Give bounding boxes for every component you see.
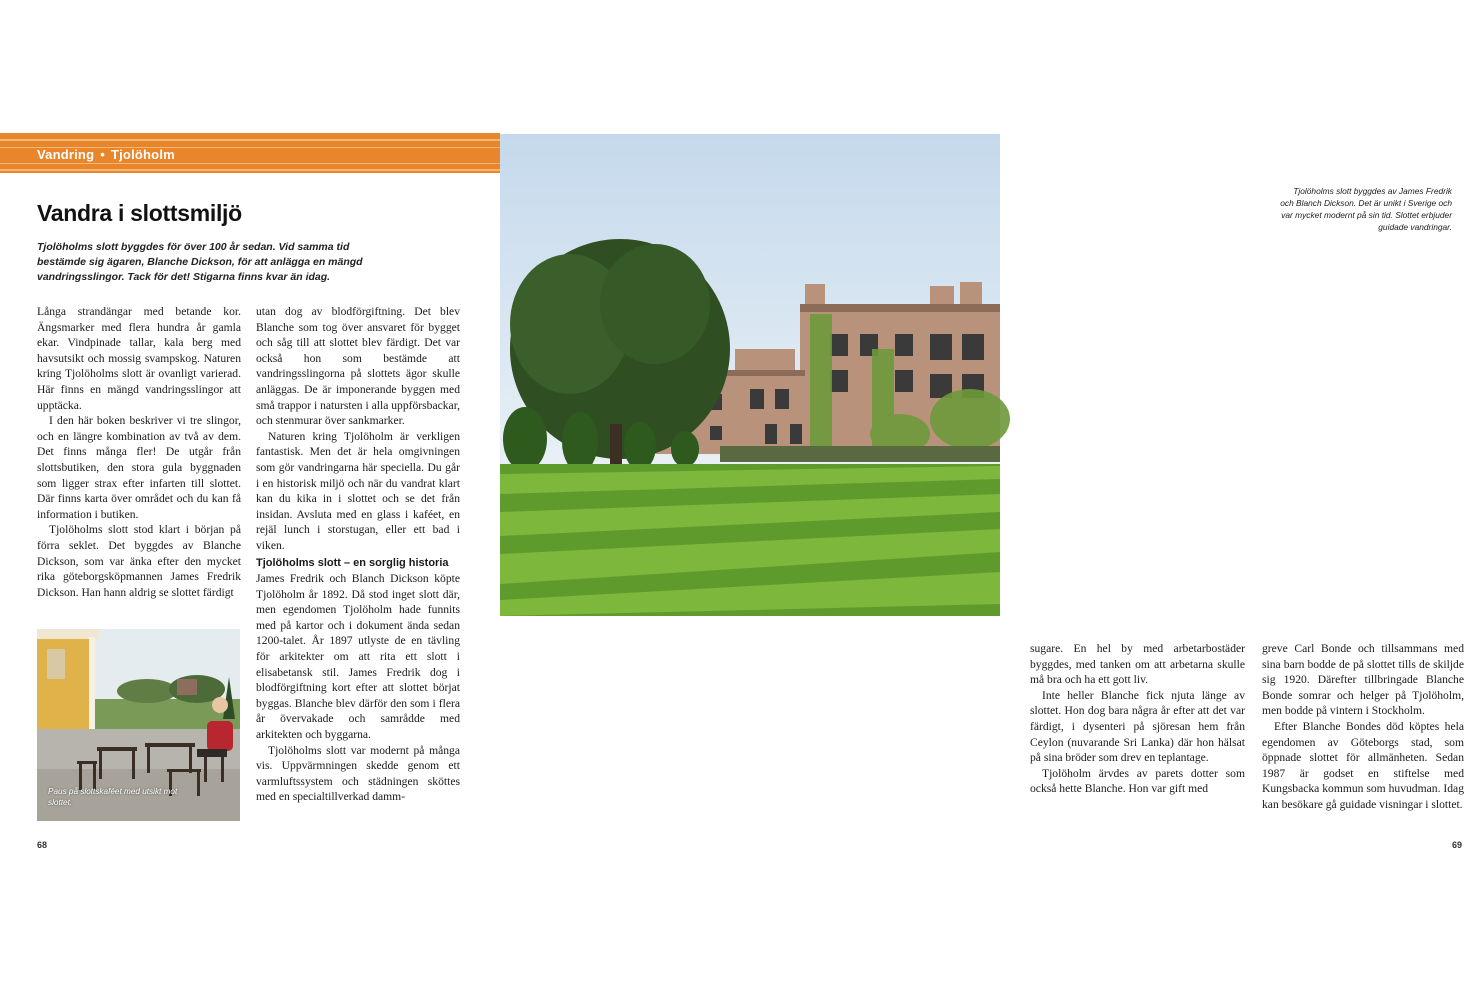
- text-column-4: [1262, 641, 1464, 813]
- paragraph: Tjolöholms slott stod klart i början på förra seklet. Det byggdes av Blanche Dickson, som var änka efter den mycket rika göteborgsköpmannen James Fredrik Dickson. Han hann aldrig se slottet färdigt: [37, 523, 241, 599]
- subheading: Tjolöholms slott – en sorglig historia: [256, 556, 449, 569]
- text-column-1: [37, 304, 241, 600]
- lead-paragraph: Tjolöholms slott byggdes för över 100 år sedan. Vid samma tid bestämde sig ägaren, Blanche Dickson, för att anlägga en mängd vandringsslingor. Tack för det! Stigarna finns kvar än idag.: [37, 241, 363, 283]
- left-page: [0, 0, 500, 1000]
- paragraph: Naturen kring Tjolöholm är verkligen fantastisk. Men det är hela omgivningen som gör vandringarna här speciella. Du går i en historisk miljö och när du vandrat klart kan du kika in i slottet och se det från insidan. Avsluta med en glass i kaféet, en rejäl lunch i storstugan, eller ett bad i viken.: [256, 429, 460, 552]
- paragraph: Efter Blanche Bondes död köptes hela egendomen av Göteborgs stad, som öppnade slottet för allmänheten. Sedan 1987 är godset en stiftelse med Kungsbacka kommun som huvudman. Idag kan besökare gå guidade visningar i slottet.: [1262, 719, 1464, 811]
- paragraph: James Fredrik och Blanch Dickson köpte Tjolöholm år 1892. Då stod inget slott där, men egendomen Tjolöholm hade funnits med på kartor och i dokument ända sedan 1200-talet. År 1897 utlyste de en tävling för arkitekter om att rita ett slott i elisabetansk stil. James Fredrik dog i blodförgiftning kort efter att slottet börjat byggas. Blanche blev därför den som i flera år övervakade och samrådde med arkitekten och byggarna.: [256, 572, 460, 742]
- page-number: 68: [37, 840, 48, 850]
- section-header-title: [37, 147, 175, 162]
- paragraph: sugare. En hel by med arbetarbostäder byggdes, med tanken om att arbetarna skulle må bra och ha ett gott liv.: [1030, 642, 1245, 687]
- paragraph: Inte heller Blanche fick njuta länge av slottet. Hon dog bara några år efter att det var färdigt, i dysenteri på sjöresan hem från Ceylon (nuvarande Sri Lanka) där hon hälsat på sina bröder som drev en teplantage.: [1030, 688, 1245, 765]
- section-place: Tjolöholm: [110, 147, 175, 162]
- photo-caption: Tjolöholms slott byggdes av James Fredrik och Blanch Dickson. Det är unikt i Sverige och var mycket modernt på sin tid. Slottet erbjuder guidade vandringar.: [1280, 186, 1452, 232]
- section-name: Vandring: [37, 147, 95, 162]
- paragraph: Tjolöholms slott var modernt på många vis. Uppvärmningen skedde genom ett varmluftssystem och städningen sköttes med en specialtillverkad damm-: [256, 743, 460, 804]
- page-number: 69: [1452, 840, 1463, 850]
- text-column-3: [1030, 641, 1245, 797]
- section-separator: •: [100, 147, 105, 162]
- paragraph: utan dog av blodförgiftning. Det blev Blanche som tog över ansvaret för bygget och såg till att slottet blev färdigt. Det var också hon som bestämde att vandringsslingorna på slottets ägor skulle anläggas. De är imponerande byggen med små trappor i natursten i alla uppförsbackar, och stenmurar över sankmarker.: [256, 305, 460, 428]
- page-title: Vandra i slottsmiljö: [37, 200, 242, 226]
- castle-photo: [500, 134, 1000, 616]
- photo-caption: Paus på slottskaféet med utsikt mot slottet.: [48, 787, 178, 807]
- paragraph: Långa strandängar med betande kor. Ängsmarker med flera hundra år gamla ekar. Vindpinade tallar, kala berg med havsutsikt och mossig svampskog. Naturen kring Tjolöholms slott är ovanligt varierad. Här finns en mängd vandringsslingor att upptäcka.: [37, 305, 241, 412]
- paragraph: Tjolöholm ärvdes av parets dotter som också hette Blanche. Hon var gift med: [1030, 766, 1245, 796]
- paragraph: greve Carl Bonde och tillsammans med sina barn bodde de på slottet tills de skiljde sig 1920. Därefter tillbringade Blanche Bonde somrar och helger på Tjolöholm, men bodde på vintern i Stockholm.: [1262, 642, 1464, 718]
- text-column-2: [256, 304, 460, 805]
- right-page: [500, 0, 1464, 1000]
- paragraph: I den här boken beskriver vi tre slingor, och en längre kombination av två av dem. Det finns många fler! De utgår från slottsbutiken, den stora gula byggnaden som ligger strax efter infarten till slottet. Där finns karta över området och du kan få information i butiken.: [37, 414, 241, 521]
